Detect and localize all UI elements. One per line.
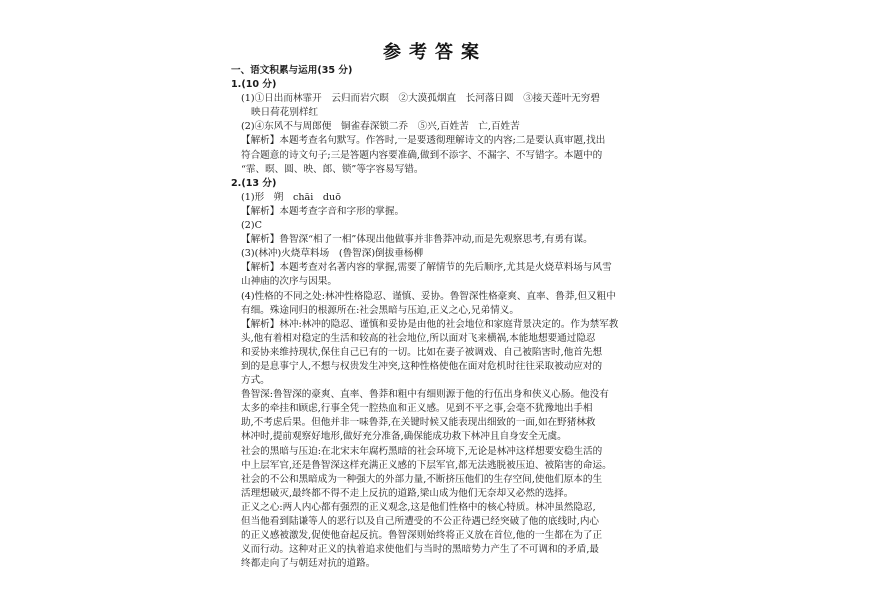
answer-line: 社会的不公和黑暗成为一种强大的外部力量,不断挤压他们的生存空间,使他们原本的生 [241,473,603,485]
answer-line: 【解析】本题考查名句默写。作答时,一是要透彻理解诗文的内容;二是要认真审题,找出 [241,135,606,147]
answer-line: 太多的牵挂和顾虑,行事全凭一腔热血和正义感。见到不平之事,会毫不犹豫地出手相 [241,403,593,415]
answer-line: 和妥协来维持现状,保住自己已有的一切。比如在妻子被调戏、自己被陷害时,他首先想 [241,346,603,358]
answer-line: (2)C [241,220,262,232]
answer-line: (1)①日出而林霏开 云归而岩穴暝 ②大漠孤烟直 长河落日圆 ③接天莲叶无穷碧 [241,93,600,105]
answer-line: 山神庙的次序与因果。 [241,276,337,288]
answer-line: 有细。殊途同归的根源所在:社会黑暗与压迫,正义之心,兄弟情义。 [241,304,519,316]
answer-line: (2)④东风不与周郎便 铜雀春深锁二乔 ⑤兴,百姓苦 亡,百姓苦 [241,121,520,133]
answer-line: 正义之心:两人内心都有强烈的正义观念,这是他们性格中的核心特质。林冲虽然隐忍, [241,501,596,513]
answer-line: “霏、暝、圆、映、郎、锁”等字容易写错。 [241,163,424,175]
answer-line: 社会的黑暗与压迫:在北宋末年腐朽黑暗的社会环境下,无论是林冲这样想要安稳生活的 [241,445,603,457]
answer-line: (1)形 朔 chāi duō [241,191,341,203]
section-heading: 一、语文积累与运用(35 分) [231,65,353,76]
answer-line: 林冲时,提前观察好地形,做好充分准备,确保能成功救下林冲且自身安全无虞。 [241,431,567,443]
section-heading: 2.(13 分) [231,177,277,189]
answer-line: 鲁智深:鲁智深的豪爽、直率、鲁莽和粗中有细则源于他的行伍出身和侠义心肠。他没有 [241,389,609,401]
answer-line: 【解析】鲁智深“相了一相”体现出他做事并非鲁莽冲动,而是先观察思考,有勇有谋。 [241,234,593,246]
answer-line: (4)性格的不同之处:林冲性格隐忍、谨慎、妥协。鲁智深性格豪爽、直率、鲁莽,但又粗中 [241,290,616,302]
answer-content [231,64,643,571]
section-heading: 1.(10 分) [231,79,277,91]
answer-line: 到的是息事宁人,不想与权贵发生冲突,这种性格使他在面对危机时往往采取被动应对的 [241,360,603,372]
answer-line: 的正义感被激发,促使他奋起反抗。鲁智深则始终将正义放在首位,他的一生都在为了正 [241,530,603,542]
answer-line: 【解析】本题考查对名著内容的掌握,需要了解情节的先后顺序,尤其是火烧草料场与风雪 [241,262,612,274]
answer-line: 活理想破灭,最终都不得不走上反抗的道路,梁山成为他们无奈却又必然的选择。 [241,487,574,499]
answer-line: 中上层军官,还是鲁智深这样充满正义感的下层军官,都无法逃脱被压迫、被陷害的命运。 [241,459,612,471]
answer-line: 终都走向了与朝廷对抗的道路。 [241,558,376,570]
answer-line: 头,他有着相对稳定的生活和较高的社会地位,所以面对飞来横祸,本能地想要通过隐忍 [241,332,596,344]
answer-line: (3)(林冲)火烧草料场 (鲁智深)倒拔垂杨柳 [241,248,424,260]
answer-line: 【解析】本题考查字音和字形的掌握。 [241,205,405,217]
answer-line: 映日荷花别样红 [251,107,319,119]
answer-line: 但当他看到陆谦等人的恶行以及自己所遭受的不公正待遇已经突破了他的底线时,内心 [241,516,600,527]
page-title: 参考答案 [383,42,487,63]
answer-line: 符合题意的诗文句子;三是答题内容要准确,做到不添字、不漏字、不写错字。本题中的 [241,149,603,161]
answer-line: 方式。 [241,375,270,387]
answer-line: 助,不考虑后果。但他并非一味鲁莽,在关键时候又能表现出细致的一面,如在野猪林救 [241,417,596,429]
answer-line: 义而行动。这种对正义的执着追求使他们与当时的黑暗势力产生了不可调和的矛盾,最 [241,544,600,556]
answer-line: 【解析】林冲:林冲的隐忍、谨慎和妥协是由他的社会地位和家庭背景决定的。作为禁军教 [241,318,619,330]
